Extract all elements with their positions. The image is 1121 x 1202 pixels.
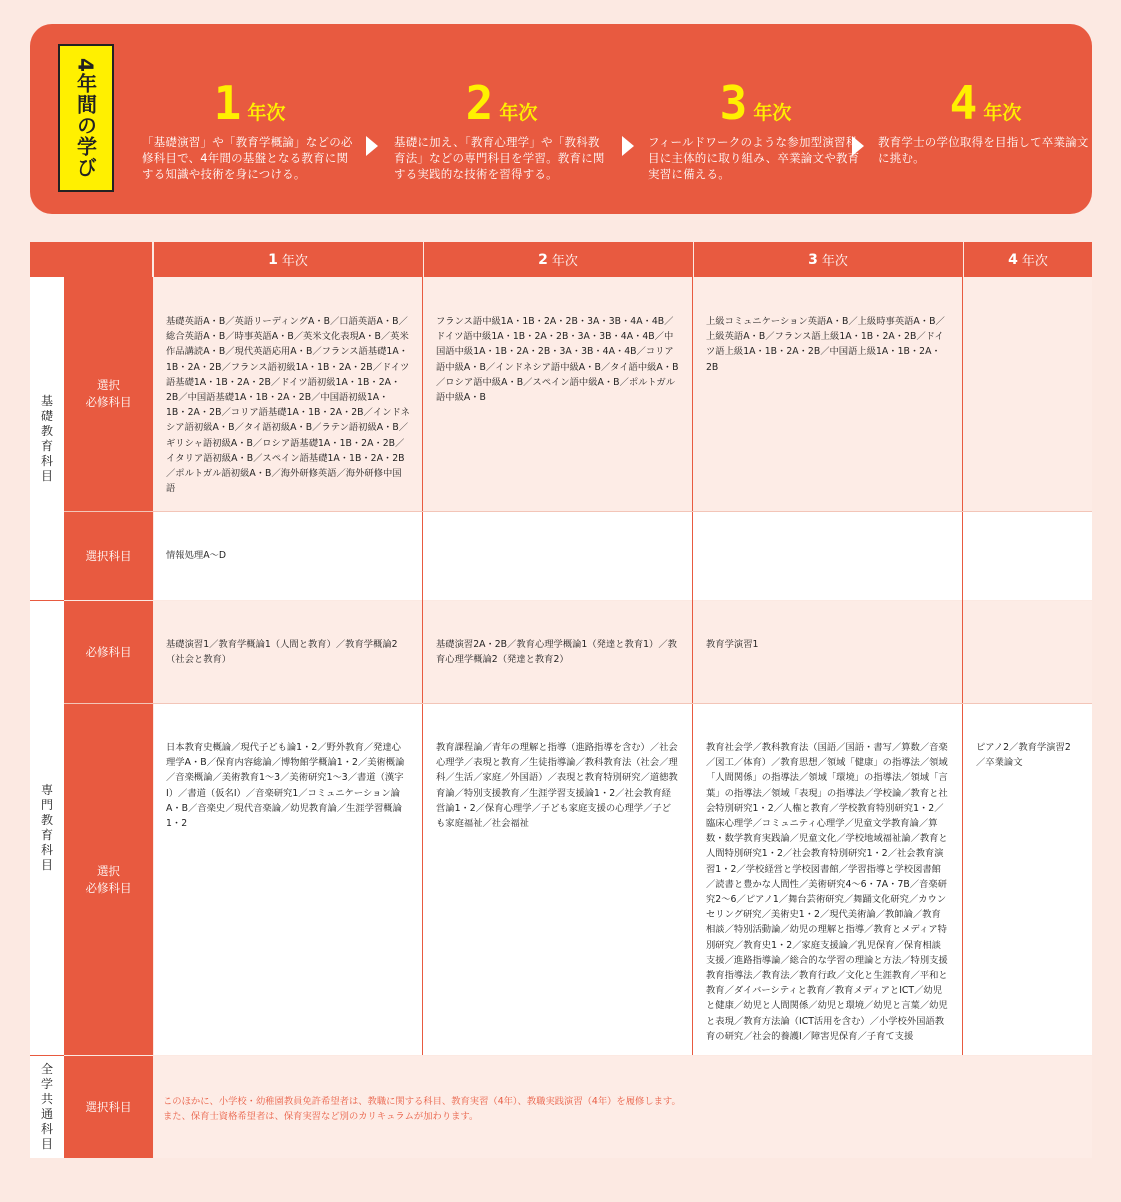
table-header-year-4 <box>964 242 1092 277</box>
year-step-suffix: 年次 <box>247 102 286 124</box>
table-header-number: 3 <box>808 251 818 268</box>
column-divider <box>962 242 963 1055</box>
category-label: 基礎教育科目 <box>40 393 53 483</box>
arrow-right-icon <box>852 136 864 156</box>
year-step-suffix: 年次 <box>499 102 538 124</box>
course-cell: 日本教育史概論／現代子ども論1・2／野外教育／発達心理学A・B／保育内容総論／博物館学概論1・2／美術概論／音楽概論／美術教育1～3／美術研究1～3／書道（漢字I）／書道（仮名I）／音楽研究1／コミュニケーション論A・B／音楽史／現代音楽論／幼児教育論／生涯学習概論1・2 <box>166 742 405 830</box>
table-header-year-1 <box>154 242 422 277</box>
year-step-description: フィールドワークのような参加型演習科目に主体的に取り組み、卒業論文や教育実習に備える。 <box>648 135 860 181</box>
subcategory-label: 選択 必修科目 <box>64 704 153 1055</box>
year-step-description: 教育学士の学位取得を目指して卒業論文に挑む。 <box>878 135 1089 165</box>
table-header-suffix: 年次 <box>551 254 578 269</box>
year-step-number: 3 <box>719 76 748 130</box>
year-step-1 <box>142 76 357 182</box>
course-cell: 教育学演習1 <box>706 639 759 650</box>
course-cell: 上級コミュニケーション英語A・B／上級時事英語A・B／上級英語A・B／フランス語上級1A・1B・2A・2B／ドイツ語上級1A・1B・2A・2B／中国語上級1A・1B・2A・2B <box>706 316 945 373</box>
year-step-suffix: 年次 <box>983 102 1022 124</box>
footnote-line: また、保育士資格希望者は、保育実習など別のカリキュラムが加わります。 <box>163 1111 479 1122</box>
column-divider <box>692 242 693 1055</box>
table-header-number: 4 <box>1008 251 1018 268</box>
table-header-year-2 <box>424 242 692 277</box>
category-university-common <box>30 1056 64 1158</box>
category-basic-education <box>30 277 64 600</box>
year-step-2 <box>394 76 609 182</box>
category-label: 全学共通科目 <box>40 1062 53 1151</box>
banner-tag-label: 4年間の学び <box>73 58 98 178</box>
year-step-3 <box>648 76 863 182</box>
row-divider <box>64 703 1092 704</box>
subcategory-label: 選択科目 <box>64 1056 153 1158</box>
arrow-right-icon <box>366 136 378 156</box>
subcategory-label: 選択 必修科目 <box>64 277 153 511</box>
column-divider <box>422 242 423 1055</box>
year-step-number: 1 <box>213 76 242 130</box>
year-step-number: 2 <box>465 76 494 130</box>
year-step-4 <box>878 76 1093 166</box>
course-cell: 基礎演習1／教育学概論1（人間と教育）／教育学概論2（社会と教育） <box>166 639 398 666</box>
subcategory-label: 必修科目 <box>64 601 153 703</box>
table-header-year-3 <box>694 242 962 277</box>
course-cell: 情報処理A～D <box>166 550 227 561</box>
course-cell: 基礎英語A・B／英語リーディングA・B／口語英語A・B／総合英語A・B／時事英語A・B／英米文化表現A・B／英米作品講読A・B／現代英語応用A・B／フランス語基礎1A・1B・2A・2B／フランス語初級1A・1B・2A・2B／ドイツ語基礎1A・1B・2A・2B／ドイツ語初級1A・1B・2A・2B／中国語基礎1A・1B・2A・2B／中国語初級1A・1B・2A・2B／コリア語基礎1A・1B・2A・2B／インドネシア語初級A・B／タイ語初級A・B／ラテン語初級A・B／ギリシャ語初級A・B／ロシア語基礎1A・1B・2A・2B／イタリア語初級A・B／スペイン語基礎1A・1B・2A・2B／ポルトガル語初級A・B／海外研修英語／海外研修中国語 <box>166 316 410 495</box>
table-header-number: 2 <box>538 251 548 268</box>
course-cell: フランス語中級1A・1B・2A・2B・3A・3B・4A・4B／ドイツ語中級1A・1B・2A・2B・3A・3B・4A・4B／中国語中級1A・1B・2A・2B・3A・3B・4A・4B／コリア語中級A・B／インドネシア語中級A・B／タイ語中級A・B／ロシア語中級A・B／スペイン語中級A・B／ポルトガル語中級A・B <box>436 316 679 404</box>
year-step-description: 基礎に加え、「教育心理学」や「教科教育法」などの専門科目を学習。教育に関する実践的な技術を習得する。 <box>394 135 605 181</box>
course-cell: 教育課程論／青年の理解と指導（進路指導を含む）／社会心理学／表現と教育／生徒指導論／教科教育法（社会／理科／生活／家庭／外国語）／表現と教育特別研究／道徳教育論／特別支援教育／生涯学習支援論1・2／社会教育経営論1・2／保育心理学／子ども家庭支援の心理学／子ども家庭福祉／社会福祉 <box>436 742 678 830</box>
category-label: 専門教育科目 <box>40 783 53 872</box>
arrow-right-icon <box>622 136 634 156</box>
row-divider <box>64 511 1092 512</box>
course-cell: ピアノ2／教育学演習2／卒業論文 <box>976 742 1071 769</box>
footnote-line: このほかに、小学校・幼稚園教員免許希望者は、教職に関する科目、教育実習（4年）、教職実践演習（4年）を履修します。 <box>163 1096 681 1107</box>
year-step-number: 4 <box>949 76 978 130</box>
table-header-blank <box>30 242 152 277</box>
subcategory-label: 選択科目 <box>64 512 153 600</box>
year-step-suffix: 年次 <box>753 102 792 124</box>
table-header-suffix: 年次 <box>281 254 308 269</box>
table-header-suffix: 年次 <box>1021 254 1048 269</box>
banner-tag <box>58 44 114 192</box>
learning-banner <box>30 24 1092 214</box>
table-header-number: 1 <box>268 251 278 268</box>
year-step-description: 「基礎演習」や「教育学概論」などの必修科目で、4年間の基盤となる教育に関する知識や技術を身につける。 <box>142 135 353 181</box>
course-cell: 基礎演習2A・2B／教育心理学概論1（発達と教育1）／教育心理学概論2（発達と教育2） <box>436 639 677 666</box>
course-cell: 教育社会学／教科教育法（国語／国語・書写／算数／音楽／図工／体育）／教育思想／領域「健康」の指導法／領域「人間関係」の指導法／領域「環境」の指導法／領域「言葉」の指導法／領域「表現」の指導法／学校論／教育と社会特別研究1・2／人権と教育／学校教育特別研究1・2／臨床心理学／コミュニティ心理学／児童文学教育論／算数・数学教育実践論／児童文化／学校地域福祉論／教育と人間特別研究1・2／社会教育特別研究1・2／社会教育演習1・2／学校経営と学校図書館／学習指導と学校図書館／読書と豊かな人間性／美術研究4～6・7A・7B／音楽研究2～6／ピアノ1／舞台芸術研究／舞踊文化研究／カウンセリング研究／美術史1・2／現代美術論／教師論／教育相談／特別活動論／幼児の理解と指導／教育とメディア特別研究／教育史1・2／家庭支援論／乳児保育／保育相談支援／進路指導論／総合的な学習の理論と方法／特別支援教育指導法／教育法／教育行政／文化と生涯教育／平和と教育／ダイバーシティと教育／教育メディアとICT／幼児と健康／幼児と人間関係／幼児と環境／幼児と言葉／幼児と表現／教育方法論（ICT活用を含む）／小学校外国語教育の研究／社会的養護I／障害児保育／子育て支援 <box>706 742 948 1042</box>
category-specialized-education <box>30 601 64 1055</box>
table-header-suffix: 年次 <box>821 254 848 269</box>
